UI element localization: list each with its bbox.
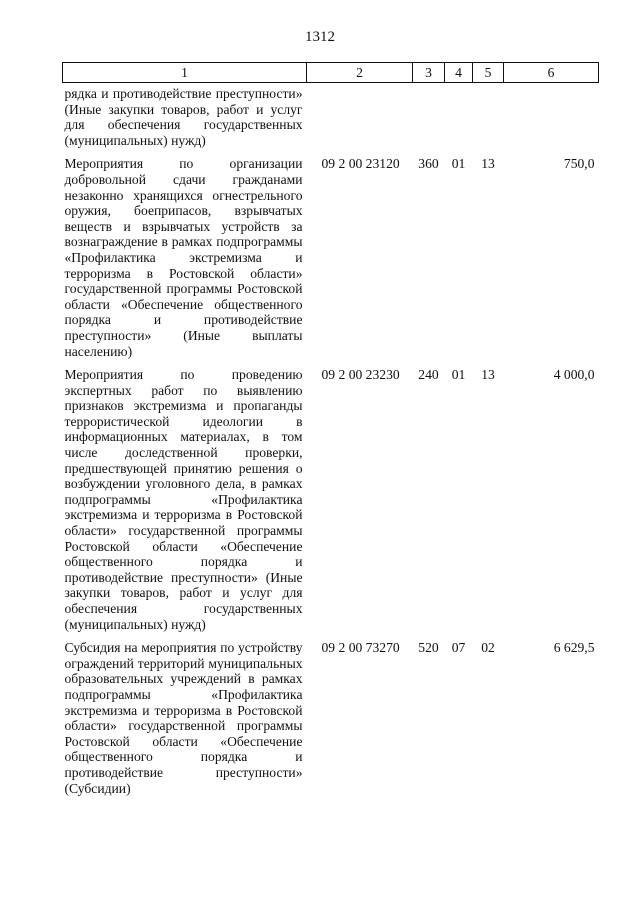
- row-col-3: 520: [418, 640, 439, 656]
- header-col-5: 5: [473, 63, 504, 83]
- row-col-3: [413, 83, 445, 149]
- row-code: 09 2 00 73270: [321, 640, 400, 656]
- row-description: Мероприятия по организации добровольной сдачи гражданами незаконно хранящихся огнестрельного оружия, боеприпасов, взрывчатых веществ и взрывчатых устройств за вознаграждение в рамках подпрограммы «Профилактика экстремизма и терроризма в Ростовской области» государственной программы Ростовской области «Обеспечение общественного порядка и противодействие преступности» (Иные выплаты населению): [64, 156, 303, 359]
- row-col-3: 240: [418, 367, 439, 383]
- row-col-4: 01: [451, 367, 466, 383]
- row-amount: [504, 83, 599, 149]
- header-col-6: 6: [504, 63, 599, 83]
- row-amount: 4 000,0: [553, 367, 595, 383]
- row-col-5: [473, 83, 504, 149]
- row-description: Субсидия на мероприятия по устройству ограждений территорий муниципальных образовательных учреждений в рамках подпрограммы «Профилактика экстремизма и терроризма в Ростовской области» государственной программы Ростовской области «Обеспечение общественного порядка и противодействие преступности» (Субсидии): [64, 640, 303, 796]
- header-col-2: 2: [307, 63, 413, 83]
- header-col-3: 3: [413, 63, 445, 83]
- row-col-4: [445, 83, 473, 149]
- row-description: Мероприятия по проведению экспертных работ по выявлению признаков экстремизма и пропаганды террористической идеологии в информационных материалах, в том числе доследственной проверки, предшествующей принятию решения о возбуждении уголовного дела, в рамках подпрограммы «Профилактика экстремизма и терроризма в Ростовской области» государственной программы Ростовской области «Обеспечение общественного порядка и противодействие преступности» (Иные закупки товаров, работ и услуг для обеспечения государственных (муниципальных) нужд): [64, 367, 303, 632]
- header-col-1: 1: [63, 63, 307, 83]
- table-header-row: [63, 63, 599, 83]
- row-col-4: 01: [451, 156, 466, 172]
- row-code: 09 2 00 23120: [321, 156, 400, 172]
- row-amount: 750,0: [563, 156, 595, 172]
- table-row: [63, 148, 599, 359]
- row-code: [307, 83, 413, 149]
- row-col-5: 13: [481, 156, 495, 172]
- row-col-5: 02: [481, 640, 495, 656]
- budget-table: [62, 62, 599, 796]
- row-col-3: 360: [418, 156, 439, 172]
- row-col-5: 13: [481, 367, 495, 383]
- row-code: 09 2 00 23230: [321, 367, 400, 383]
- row-amount: 6 629,5: [553, 640, 595, 656]
- table-row: [63, 83, 599, 149]
- row-description: рядка и противодействие преступности» (Иные закупки товаров, работ и услуг для обеспечения государственных (муниципальных) нужд): [64, 86, 303, 148]
- row-col-4: 07: [451, 640, 466, 656]
- page-number: 1312: [305, 29, 335, 45]
- table-row: [63, 359, 599, 632]
- table-row: [63, 632, 599, 796]
- header-col-4: 4: [445, 63, 473, 83]
